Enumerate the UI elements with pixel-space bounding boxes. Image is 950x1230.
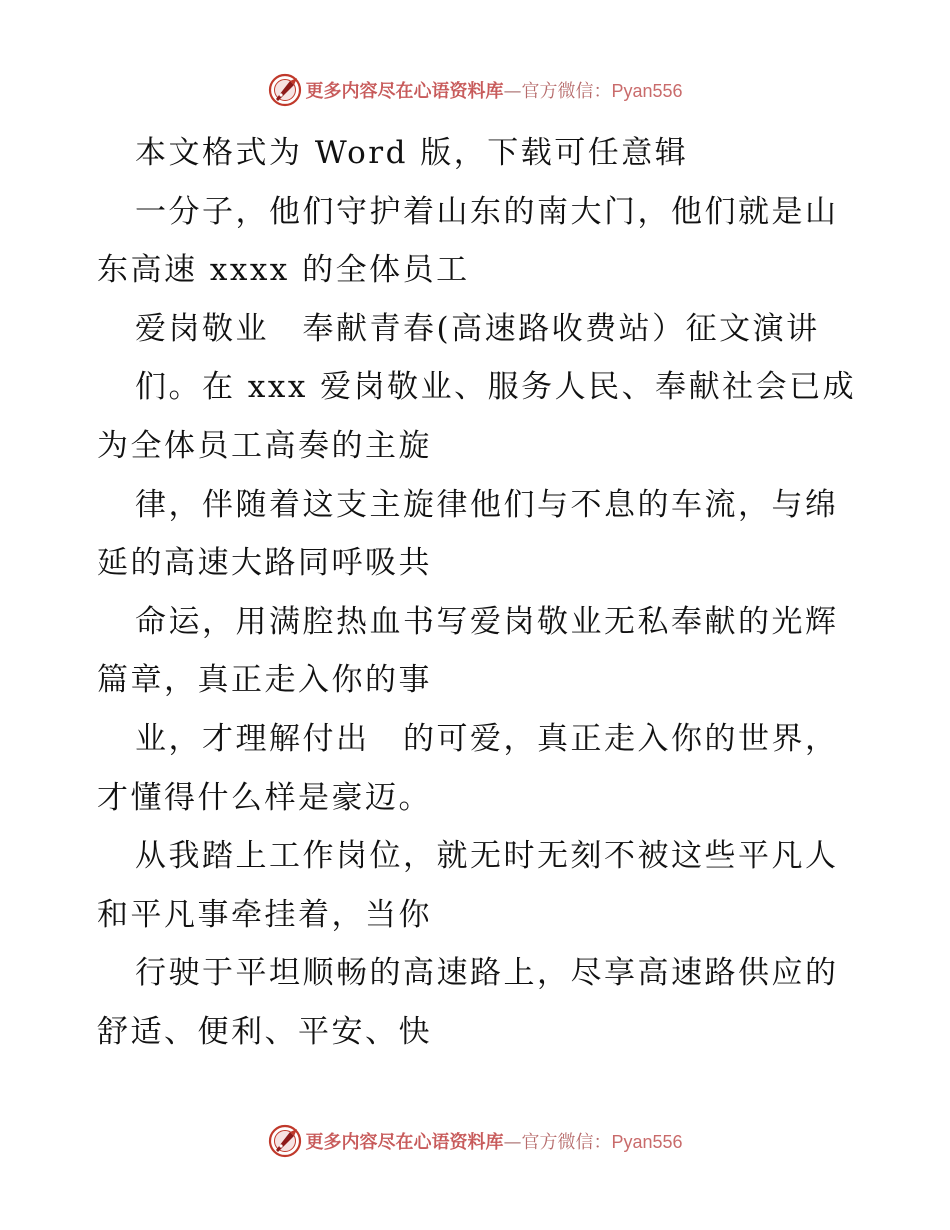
footer-wechat-id: Pyan556	[611, 1132, 683, 1152]
paragraph-6: 命运，用满腔热血书写爱岗敬业无私奉献的光辉篇章，真正走入你的事	[97, 603, 839, 699]
paragraph-8: 从我踏上工作岗位，就无时无刻不被这些平凡人和平凡事牵挂着，当你	[97, 838, 839, 933]
header-wechat-label: 官方微信：	[521, 81, 612, 102]
pen-nib-icon	[267, 1123, 303, 1159]
header-wechat-id: Pyan556	[611, 81, 683, 101]
footer-text	[305, 1128, 682, 1154]
paragraph-7: 业，才理解付出 的可爱，真正走入你的世界，才懂得什么样是豪迈。	[97, 720, 839, 816]
header-site-text: 更多内容尽在心语资料库	[305, 81, 504, 102]
document-body	[97, 124, 857, 1062]
paragraph-9: 行驶于平坦顺畅的高速路上，尽享高速路供应的舒适、便利、平安、快	[97, 955, 839, 1050]
paragraph-5: 律，伴随着这支主旋律他们与不息的车流，与绵延的高速大路同呼吸共	[97, 486, 839, 582]
footer-banner	[267, 1121, 682, 1161]
pen-nib-icon	[267, 72, 303, 108]
header-dash: —	[503, 81, 522, 102]
paragraph-4: 们。在 xxx 爱岗敬业、服务人民、奉献社会已成为全体员工高奏的主旋	[97, 369, 857, 464]
page-footer	[0, 1121, 950, 1161]
footer-site-text: 更多内容尽在心语资料库	[305, 1132, 504, 1153]
paragraph-1: 本文格式为 Word 版，下载可任意辑	[135, 135, 689, 171]
header-text	[305, 77, 682, 103]
footer-wechat-label: 官方微信：	[521, 1132, 612, 1153]
header-banner	[267, 70, 682, 110]
paragraph-3: 爱岗敬业 奉献青春(高速路收费站）征文演讲	[135, 310, 820, 347]
page-header	[0, 70, 950, 110]
paragraph-2: 一分子，他们守护着山东的南大门，他们就是山东高速 xxxx 的全体员工	[97, 193, 839, 289]
footer-dash: —	[503, 1132, 522, 1153]
